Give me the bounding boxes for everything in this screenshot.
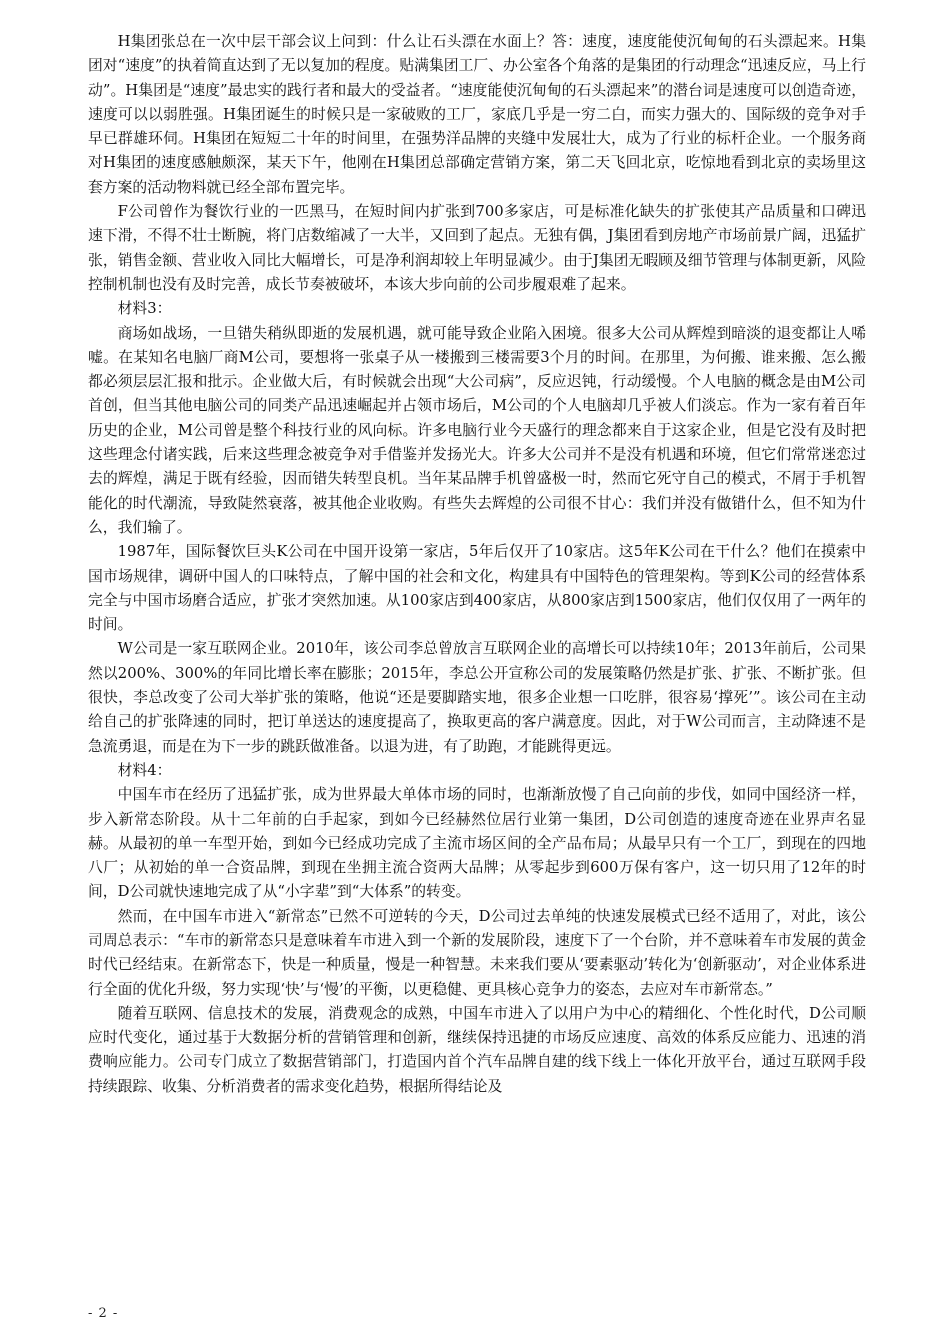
page-number: - 2 - [88,1306,119,1321]
paragraph-china-auto-market: 中国车市在经历了迅猛扩张，成为世界最大单体市场的同时，也渐渐放慢了自己向前的步伐，如同中国经济一样，步入新常态阶段。从十二年前的白手起家，到如今已经赫然位居行业第一集团，D公司创造的速度奇迹在业界声名显赫。从最初的单一车型开始，到如今已经成功完成了主流市场区间的全产品布局；从最早只有一个工厂，到现在的四地八厂；从初始的单一合资品牌，到现在坐拥主流合资两大品牌；从零起步到600万保有客户，这一切只用了12年的时间，D公司就快速地完成了从“小字辈”到“大体系”的转变。 [88,786,866,901]
document-body [88,30,866,1099]
paragraph-k-company: 1987年，国际餐饮巨头K公司在中国开设第一家店，5年后仅开了10家店。这5年K公司在干什么？他们在摸索中国市场规律，调研中国人的口味特点，了解中国的社会和文化，构建具有中国特色的管理架构。等到K公司的经营体系完全与中国市场磨合适应，扩张才突然加速。从100家店到400家店，从800家店到1500家店，他们仅仅用了一两年的时间。 [88,543,866,634]
section-heading-material-4: 材料4： [117,761,172,779]
section-heading-material-3: 材料3： [117,300,172,318]
paragraph-new-normal: 然而，在中国车市进入“新常态”已然不可逆转的今天，D公司过去单纯的快速发展模式已经不适用了，对此，该公司周总表示：“车市的新常态只是意味着车市进入到一个新的发展阶段，速度下了一个台阶，并不意味着车市发展的黄金时代已经结束。在新常态下，快是一种质量，慢是一种智慧。未来我们要从‘要素驱动’转化为‘创新驱动’，对企业体系进行全面的优化升级，努力实现‘快’与‘慢’的平衡，以更稳健、更具核心竞争力的姿态，去应对车市新常态。” [88,907,866,998]
paragraph-h-group: H集团张总在一次中层干部会议上问到：什么让石头漂在水面上？答：速度，速度能使沉甸甸的石头漂起来。H集团对“速度”的执着简直达到了无以复加的程度。贴满集团工厂、办公室各个角落的是集团的行动理念“迅速反应，马上行动”。H集团是“速度”最忠实的践行者和最大的受益者。“速度能使沉甸甸的石头漂起来”的潜台词是速度可以创造奇迹，速度可以以弱胜强。H集团诞生的时候只是一家破败的工厂，家底几乎是一穷二白，而实力强大的、国际级的竞争对手早已群雄环伺。H集团在短短二十年的时间里，在强势洋品牌的夹缝中发展壮大，成为了行业的标杆企业。一个服务商对H集团的速度感触颇深，某天下午，他刚在H集团总部确定营销方案，第二天飞回北京，吃惊地看到北京的卖场里这套方案的活动物料就已经全部布置完毕。 [88,33,866,196]
paragraph-digital-marketing: 随着互联网、信息技术的发展，消费观念的成熟，中国车市进入了以用户为中心的精细化、个性化时代，D公司顺应时代变化，通过基于大数据分析的营销管理和创新，继续保持迅捷的市场反应速度、高效的体系反应能力、迅速的消费响应能力。公司专门成立了数据营销部门，打造国内首个汽车品牌自建的线下线上一体化开放平台，通过互联网手段持续跟踪、收集、分析消费者的需求变化趋势，根据所得结论及 [88,1004,866,1095]
paragraph-m-company: 商场如战场，一旦错失稍纵即逝的发展机遇，就可能导致企业陷入困境。很多大公司从辉煌到暗淡的退变都让人唏嘘。在某知名电脑厂商M公司，要想将一张桌子从一楼搬到三楼需要3个月的时间。在那里，为何搬、谁来搬、怎么搬都必须层层汇报和批示。企业做大后，有时候就会出现“大公司病”，反应迟钝，行动缓慢。个人电脑的概念是由M公司首创，但当其他电脑公司的同类产品迅速崛起并占领市场后，M公司的个人电脑却几乎被人们淡忘。作为一家有着百年历史的企业，M公司曾是整个科技行业的风向标。许多电脑行业今天盛行的理念都来自于这家企业，但是它没有及时把这些理念付诸实践，后来这些理念被竞争对手借鉴并发扬光大。许多大公司并不是没有机遇和环境，但它们常常迷恋过去的辉煌，满足于既有经验，因而错失转型良机。当年某品牌手机曾盛极一时，然而它死守自己的模式，不屑于手机智能化的时代潮流，导致陡然衰落，被其他企业收购。有些失去辉煌的公司很不甘心：我们并没有做错什么，但不知为什么，我们输了。 [88,324,866,536]
paragraph-f-company: F公司曾作为餐饮行业的一匹黑马，在短时间内扩张到700多家店，可是标准化缺失的扩张使其产品质量和口碑迅速下滑，不得不壮士断腕，将门店数缩减了一大半，又回到了起点。无独有偶，J集团看到房地产市场前景广阔，迅猛扩张，销售金额、营业收入同比大幅增长，可是净利润却较上年明显减少。由于J集团无暇顾及细节管理与体制更新，风险控制机制也没有及时完善，成长节奏被破坏，本该大步向前的公司步履艰难了起来。 [88,203,866,293]
paragraph-w-company: W公司是一家互联网企业。2010年，该公司李总曾放言互联网企业的高增长可以持续10年；2013年前后，公司果然以200%、300%的年同比增长率在膨胀；2015年，李总公开宣称公司的发展策略仍然是扩张、扩张、不断扩张。但很快，李总改变了公司大举扩张的策略，他说“还是要脚踏实地，很多企业想一口吃胖，很容易‘撑死’”。该公司在主动给自己的扩张降速的同时，把订单送达的速度提高了，换取更高的客户满意度。因此，对于W公司而言，主动降速不是急流勇退，而是在为下一步的跳跃做准备。以退为进，有了助跑，才能跳得更远。 [88,640,866,755]
